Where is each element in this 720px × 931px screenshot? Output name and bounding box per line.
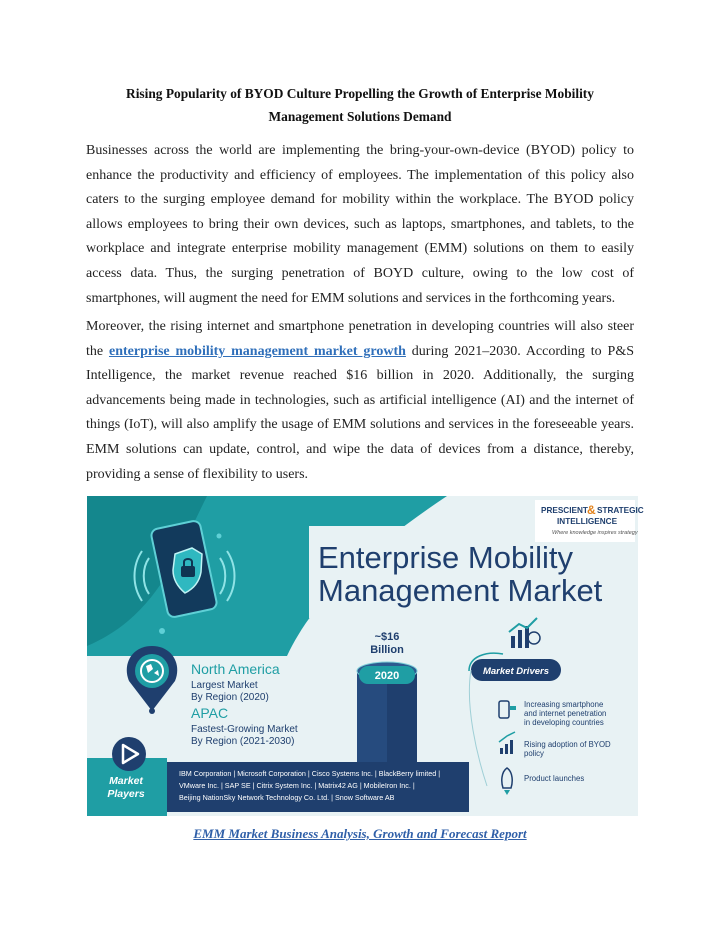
logo-tagline: Where knowledge inspires strategy <box>552 530 638 536</box>
region-north-america-desc-2: By Region (2020) <box>191 692 269 703</box>
market-growth-link[interactable]: enterprise mobility management market growth <box>108 343 406 359</box>
region-north-america-desc-1: Largest Market <box>191 680 258 691</box>
title-line-2: Management Solutions Demand <box>268 109 452 124</box>
region-north-america: North America <box>191 661 280 677</box>
driver-2-line-1: Rising adoption of BYOD <box>524 740 611 749</box>
market-players-label-2: Players <box>107 788 145 800</box>
title-line-1: Rising Popularity of BYOD Culture Propelling the Growth of Enterprise Mobility <box>126 86 594 101</box>
market-value-unit: Billion <box>370 644 404 656</box>
paragraph-2-text-start: Moreover, the rising internet and smartphone penetration in developing countries will also steer the <box>86 319 634 359</box>
infographic-graphic <box>87 496 644 816</box>
market-players-label-1: Market <box>109 775 143 787</box>
paragraph-2-text-end: during 2021–2030. According to P&S Intelligence, the market revenue reached $16 billion in 2020. Additionally, the surging advancements being made in technologies, such as artificial intelligence (AI) and the internet of things (IoT), will also amplify the usage of EMM solutions and services in the foreseeable years. EMM solutions can update, control, and wipe the data of devices from a distance, thereby, providing a sense of flexibility to users. <box>86 343 635 482</box>
market-drivers-label: Market Drivers <box>482 666 550 677</box>
infographic <box>87 496 644 816</box>
logo-text-2: STRATEGIC <box>597 506 644 515</box>
logo-ampersand: & <box>587 503 596 517</box>
logo-text-1: PRESCIENT <box>541 506 588 515</box>
prescient-strategic-logo <box>535 500 644 542</box>
logo-text-3: INTELLIGENCE <box>557 517 618 526</box>
region-apac-desc-2: By Region (2021-2030) <box>191 736 295 747</box>
market-players-line-2: VMware Inc. | SAP SE | Citrix System Inc. | Matrix42 AG | MobileIron Inc. | <box>179 781 415 790</box>
driver-1-line-1: Increasing smartphone <box>524 700 604 709</box>
driver-3-line-1: Product launches <box>524 774 585 783</box>
document-title <box>86 82 634 128</box>
market-players-line-3: Beijing NationSky Network Technology Co. Ltd. | Snow Software AB <box>179 793 395 802</box>
paragraph-1: Businesses across the world are implementing the bring-your-own-device (BYOD) policy to enhance the productivity and efficiency of employees. The implementation of this policy also caters to the surging employee demand for mobility within the workplace. The BYOD policy allows employees to bring their own devices, such as laptops, smartphones, and tablets, to the workplace and integrate enterprise mobility management (EMM) solutions on them to easily access data. Thus, the surging penetration of BOYD culture, owing to the low cost of smartphones, will augment the need for EMM solutions and services in the forthcoming years. <box>86 143 634 306</box>
infographic-title-line-1: Enterprise Mobility <box>318 540 573 575</box>
region-apac-desc-1: Fastest-Growing Market <box>191 724 298 735</box>
market-year: 2020 <box>374 670 400 682</box>
play-icon <box>112 737 146 771</box>
driver-2-line-2: policy <box>524 749 544 758</box>
infographic-title-line-2: Management Market <box>318 573 603 608</box>
driver-1-line-2: and internet penetration <box>524 709 607 718</box>
market-players-line-1: IBM Corporation | Microsoft Corporation | Cisco Systems Inc. | BlackBerry limited | <box>179 769 441 778</box>
region-apac: APAC <box>191 705 229 721</box>
paragraph-2 <box>86 315 634 487</box>
infographic-caption-link[interactable]: EMM Market Business Analysis, Growth and Forecast Report <box>193 826 527 841</box>
driver-1-line-3: in developing countries <box>524 718 604 727</box>
market-value-amount: ~$16 <box>374 631 400 643</box>
